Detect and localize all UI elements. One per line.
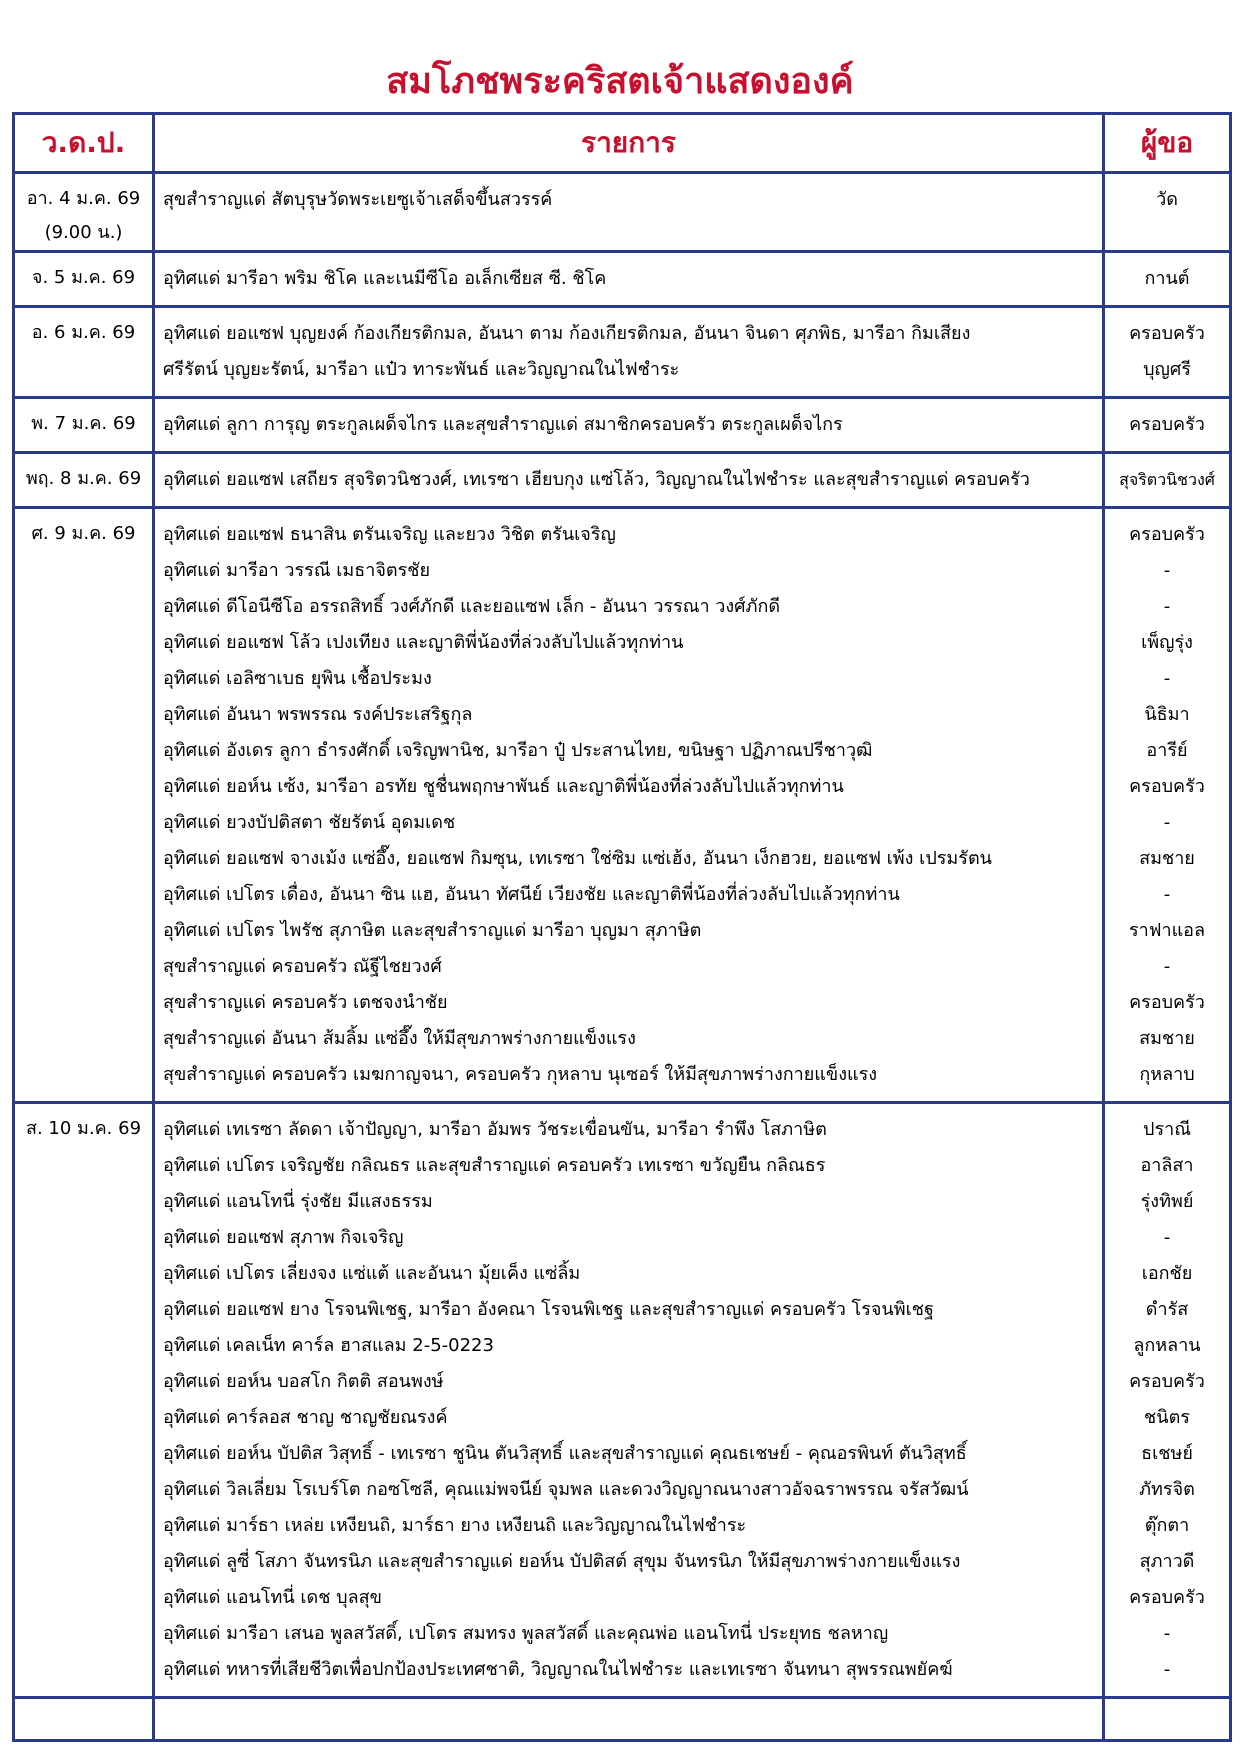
items-cell bbox=[154, 173, 1104, 252]
intention-line: ศรีรัตน์ บุญยะรัตน์, มารีอา แป๋ว ทาระพันธ์ และวิญญาณในไฟชำระ bbox=[163, 359, 680, 380]
intention-line: อุทิศแด่ เปโตร เจริญชัย กลิณธร และสุขสำราญแด่ ครอบครัว เทเรซา ขวัญยืน กลิณธร bbox=[163, 1155, 826, 1176]
date-text: ศ. 9 ม.ค. 69 bbox=[31, 523, 136, 544]
intention-line: สุขสำราญแด่ ครอบครัว ณัฐีไชยวงศ์ bbox=[163, 956, 442, 977]
requester-name: สุภาวดี bbox=[1139, 1551, 1195, 1572]
date-cell bbox=[14, 1103, 154, 1698]
requester-name: - bbox=[1163, 1659, 1171, 1680]
intention-line: อุทิศแด่ เทเรซา ลัดดา เจ้าปัญญา, มารีอา อัมพร วัชระเขื่อนขัน, มารีอา รำพึง โสภาษิต bbox=[163, 1119, 827, 1140]
requester-name: ธเชษย์ bbox=[1141, 1443, 1193, 1464]
table-row bbox=[14, 508, 1231, 1103]
requester-name: ครอบครัว bbox=[1129, 776, 1205, 797]
intention-line: อุทิศแด่ ยอห์น เซ้ง, มารีอา อรทัย ชูชื่นพฤกษาพันธ์ และญาติพี่น้องที่ล่วงลับไปแล้วทุกท่าน bbox=[163, 776, 844, 797]
requester-cell bbox=[1104, 173, 1231, 252]
intention-line: อุทิศแด่ ยวงบัปติสตา ชัยรัตน์ อุดมเดช bbox=[163, 812, 456, 833]
requester-name: ครอบครัว bbox=[1129, 414, 1205, 435]
items-cell bbox=[154, 252, 1104, 307]
intention-line: อุทิศแด่ เอลิซาเบธ ยุพิน เชื้อประมง bbox=[163, 668, 432, 689]
requester-name: ภัทรจิต bbox=[1139, 1479, 1195, 1500]
date-cell bbox=[14, 252, 154, 307]
requester-name: บุญศรี bbox=[1143, 359, 1191, 380]
requester-name: ครอบครัว bbox=[1129, 1587, 1205, 1608]
requester-name: ชนิตร bbox=[1144, 1407, 1190, 1428]
requester-cell bbox=[1104, 252, 1231, 307]
date-cell bbox=[14, 453, 154, 508]
table-row bbox=[14, 252, 1231, 307]
intention-line: สุขสำราญแด่ ครอบครัว เมฆกาญจนา, ครอบครัว กุหลาบ นุเซอร์ ให้มีสุขภาพร่างกายแข็งแรง bbox=[163, 1064, 878, 1085]
intention-line: สุขสำราญแด่ สัตบุรุษวัดพระเยซูเจ้าเสด็จขึ้นสวรรค์ bbox=[163, 189, 553, 210]
requester-name: อารีย์ bbox=[1146, 740, 1188, 761]
requester-name: กุหลาบ bbox=[1139, 1064, 1195, 1085]
requester-name: รุ่งทิพย์ bbox=[1140, 1191, 1194, 1212]
intention-line: อุทิศแด่ ยอแซฟ โล้ว เปงเทียง และญาติพี่น้องที่ล่วงลับไปแล้วทุกท่าน bbox=[163, 632, 684, 653]
intention-line: อุทิศแด่ มารีอา เสนอ พูลสวัสดิ์, เปโตร สมทรง พูลสวัสดิ์ และคุณพ่อ แอนโทนี่ ประยุทธ ชลหาญ bbox=[163, 1623, 889, 1644]
header-date: ว.ด.ป. bbox=[14, 114, 154, 173]
requester-name: - bbox=[1163, 1623, 1171, 1644]
intention-line: อุทิศแด่ ทหารที่เสียชีวิตเพื่อปกป้องประเทศชาติ, วิญญาณในไฟชำระ และเทเรซา จันทนา สุพรรณพยัคฆ์ bbox=[163, 1659, 953, 1680]
requester-name: วัด bbox=[1156, 189, 1178, 210]
intention-line: อุทิศแด่ แอนโทนี่ เดช บุลสุข bbox=[163, 1587, 382, 1608]
date-text: พ. 7 ม.ค. 69 bbox=[31, 413, 136, 434]
date-cell bbox=[14, 173, 154, 252]
intention-line: อุทิศแด่ ยอแซฟ บุญยงค์ ก้องเกียรติกมล, อันนา ตาม ก้องเกียรติกมล, อันนา จินดา ศุภพิธ, มารีอา กิมเสียง bbox=[163, 323, 971, 344]
empty-cell bbox=[154, 1698, 1104, 1741]
requester-name: - bbox=[1163, 560, 1171, 581]
date-text: ส. 10 ม.ค. 69 bbox=[25, 1118, 142, 1139]
mass-intention-table bbox=[12, 112, 1232, 1742]
intention-line: อุทิศแด่ ยอแซฟ จางเม้ง แซ่อึ๊ง, ยอแซฟ กิมซุน, เทเรซา ใช่ซิม แซ่เฮ้ง, อันนา เง็กฮวย, ยอแซฟ เพ้ง เปรมรัตน bbox=[163, 848, 992, 869]
intention-line: สุขสำราญแด่ ครอบครัว เตชจงนำชัย bbox=[163, 992, 448, 1013]
requester-name: สมชาย bbox=[1139, 1028, 1195, 1049]
requester-name: ครอบครัว bbox=[1129, 524, 1205, 545]
intention-line: อุทิศแด่ ยอแซฟ เสถียร สุจริตวนิชวงศ์, เทเรซา เฮียบกุง แซ่โล้ว, วิญญาณในไฟชำระ และสุขสำราญแด่ ครอบครัว bbox=[163, 469, 1030, 490]
intention-line: อุทิศแด่ เปโตร เลี่ยงจง แซ่แต้ และอันนา มุ้ยเค็ง แซ่ลิ้ม bbox=[163, 1263, 581, 1284]
requester-name: - bbox=[1163, 1227, 1171, 1248]
intention-line: อุทิศแด่ เปโตร ไพรัช สุภาษิต และสุขสำราญแด่ มารีอา บุญมา สุภาษิต bbox=[163, 920, 702, 941]
intention-line: อุทิศแด่ ลูกา การุญ ตระกูลเผด็จไกร และสุขสำราญแด่ สมาชิกครอบครัว ตระกูลเผด็จไกร bbox=[163, 414, 843, 435]
requester-name: เอกชัย bbox=[1141, 1263, 1193, 1284]
intention-line: อุทิศแด่ มาร์ธา เหล่ย เหงียนถิ, มาร์ธา ยาง เหงียนถิ และวิญญาณในไฟชำระ bbox=[163, 1515, 747, 1536]
requester-name: เพ็ญรุ่ง bbox=[1141, 632, 1193, 653]
requester-cell bbox=[1104, 508, 1231, 1103]
requester-cell bbox=[1104, 453, 1231, 508]
requester-name: ครอบครัว bbox=[1129, 992, 1205, 1013]
requester-name: สมชาย bbox=[1139, 848, 1195, 869]
requester-cell bbox=[1104, 307, 1231, 398]
requester-name: อาลิสา bbox=[1140, 1155, 1194, 1176]
intention-line: อุทิศแด่ ลูซี่ โสภา จันทรนิภ และสุขสำราญแด่ ยอห์น บัปติสต์ สุขุม จันทรนิภ ให้มีสุขภาพร่างกายแข็งแรง bbox=[163, 1551, 961, 1572]
requester-name: - bbox=[1163, 884, 1171, 905]
requester-name: ตุ๊กตา bbox=[1144, 1515, 1190, 1536]
date-text: อา. 4 ม.ค. 69 bbox=[26, 188, 141, 209]
date-cell bbox=[14, 307, 154, 398]
intention-line: อุทิศแด่ เคลเน็ท คาร์ล ฮาสแลม 2-5-0223 bbox=[163, 1335, 494, 1356]
empty-row bbox=[14, 1698, 1231, 1741]
requester-name: ลูกหลาน bbox=[1133, 1335, 1201, 1356]
intention-line: อุทิศแด่ อังเดร ลูกา ธำรงศักดิ์ เจริญพานิช, มารีอา ปู๋ ประสานไทย, ขนิษฐา ปฏิภาณปรีชาวุฒิ bbox=[163, 740, 873, 761]
date-text: จ. 5 ม.ค. 69 bbox=[31, 267, 136, 288]
intention-line: อุทิศแด่ มารีอา พริม ชิโค และเนมีซีโอ อเล็กเซียส ซี. ชิโค bbox=[163, 268, 607, 289]
requester-name: - bbox=[1163, 956, 1171, 977]
intention-line: อุทิศแด่ มารีอา วรรณี เมธาจิตรชัย bbox=[163, 560, 431, 581]
page-title: สมโภชพระคริสตเจ้าแสดงองค์ bbox=[386, 61, 854, 102]
intention-line: อุทิศแด่ ยอแซฟ ยาง โรจนพิเชฐ, มารีอา อังคณา โรจนพิเชฐ และสุขสำราญแด่ ครอบครัว โรจนพิเชฐ bbox=[163, 1299, 934, 1320]
table-row bbox=[14, 173, 1231, 252]
empty-cell bbox=[14, 1698, 154, 1741]
date-time-text: (9.00 น.) bbox=[44, 222, 123, 243]
intention-line: อุทิศแด่ ยอแซฟ สุภาพ กิจเจริญ bbox=[163, 1227, 404, 1248]
intention-line: อุทิศแด่ ยอห์น บัปติส วิสุทธิ์ - เทเรซา ชูนิน ตันวิสุทธิ์ และสุขสำราญแด่ คุณธเชษย์ - คุณอรพินท์ ตันวิสุทธิ์ bbox=[163, 1443, 967, 1464]
table-header-row bbox=[14, 114, 1231, 173]
intention-line: อุทิศแด่ คาร์ลอส ชาญ ชาญชัยณรงค์ bbox=[163, 1407, 448, 1428]
items-cell bbox=[154, 453, 1104, 508]
items-cell bbox=[154, 1103, 1104, 1698]
table-row bbox=[14, 398, 1231, 453]
requester-cell bbox=[1104, 398, 1231, 453]
header-requester: ผู้ขอ bbox=[1104, 114, 1231, 173]
intention-line: อุทิศแด่ ยอแซฟ ธนาสิน ตรันเจริญ และยวง วิชิต ตรันเจริญ bbox=[163, 524, 616, 545]
requester-name: - bbox=[1163, 668, 1171, 689]
table-row bbox=[14, 453, 1231, 508]
intention-line: อุทิศแด่ อันนา พรพรรณ รงค์ประเสริฐกุล bbox=[163, 704, 473, 725]
requester-name: ดำรัส bbox=[1145, 1299, 1189, 1320]
intention-line: อุทิศแด่ เปโตร เดื่อง, อันนา ซิน แฮ, อันนา ทัศนีย์ เวียงชัย และญาติพี่น้องที่ล่วงลับไปแล้วทุกท่าน bbox=[163, 884, 900, 905]
intention-line: สุขสำราญแด่ อันนา ส้มลิ้ม แซ่อึ๊ง ให้มีสุขภาพร่างกายแข็งแรง bbox=[163, 1028, 636, 1049]
header-items: รายการ bbox=[154, 114, 1104, 173]
empty-cell bbox=[1104, 1698, 1231, 1741]
requester-name: กานต์ bbox=[1144, 268, 1190, 289]
intention-line: อุทิศแด่ วิลเลี่ยม โรเบร์โต กอซโซลี, คุณแม่พจนีย์ จุมพล และดวงวิญญาณนางสาวอัจฉราพรรณ จรัสวัฒน์ bbox=[163, 1479, 969, 1500]
intention-line: อุทิศแด่ แอนโทนี่ รุ่งชัย มีแสงธรรม bbox=[163, 1191, 433, 1212]
requester-name: สุจริตวนิชวงศ์ bbox=[1119, 470, 1215, 489]
table-row bbox=[14, 307, 1231, 398]
items-cell bbox=[154, 508, 1104, 1103]
date-text: พฤ. 8 ม.ค. 69 bbox=[25, 468, 142, 489]
date-text: อ. 6 ม.ค. 69 bbox=[31, 322, 136, 343]
requester-name: ครอบครัว bbox=[1129, 1371, 1205, 1392]
items-cell bbox=[154, 307, 1104, 398]
requester-name: ปราณี bbox=[1143, 1119, 1191, 1140]
requester-name: ครอบครัว bbox=[1129, 323, 1205, 344]
requester-cell bbox=[1104, 1103, 1231, 1698]
date-cell bbox=[14, 508, 154, 1103]
intention-line: อุทิศแด่ ดีโอนีซีโอ อรรถสิทธิ์ วงศ์ภักดี และยอแซฟ เล็ก - อันนา วรรณา วงศ์ภักดี bbox=[163, 596, 781, 617]
items-cell bbox=[154, 398, 1104, 453]
requester-name: - bbox=[1163, 596, 1171, 617]
requester-name: - bbox=[1163, 812, 1171, 833]
table-row bbox=[14, 1103, 1231, 1698]
date-cell bbox=[14, 398, 154, 453]
intention-line: อุทิศแด่ ยอห์น บอสโก กิตติ สอนพงษ์ bbox=[163, 1371, 444, 1392]
requester-name: ราฟาแอล bbox=[1128, 920, 1206, 941]
requester-name: นิธิมา bbox=[1144, 704, 1190, 725]
